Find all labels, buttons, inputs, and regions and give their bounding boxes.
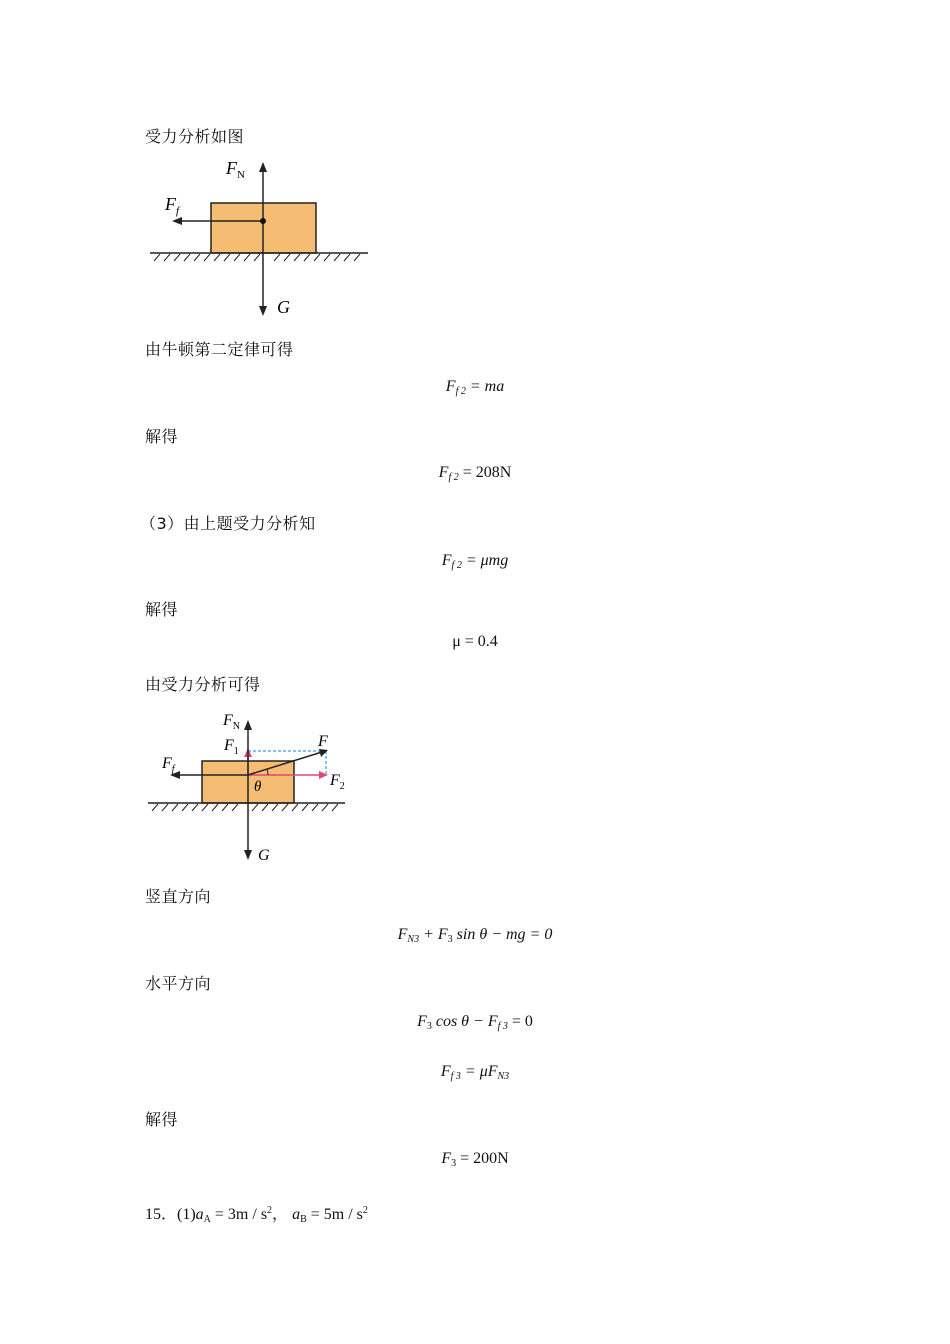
svg-text:F1 bbox=[223, 737, 239, 757]
label-f2-sub: 2 bbox=[339, 781, 345, 792]
label-fn-sub: N bbox=[232, 721, 241, 732]
label-f2: F bbox=[330, 772, 340, 789]
label-ff-sub: f bbox=[176, 205, 180, 217]
center-point bbox=[260, 218, 266, 224]
svg-text:FN bbox=[222, 712, 240, 732]
svg-text:Ff bbox=[161, 755, 176, 775]
ground-hatching bbox=[152, 804, 338, 811]
equation-mu-value: μ = 0.4 bbox=[452, 633, 498, 650]
svg-text:F2 bbox=[329, 772, 345, 792]
answer-15-part1: 15．$(1)a_A = 3m / s^2$， $a_B = 5m / s^2$ bbox=[145, 1205, 368, 1225]
equation-ff2-mumg: $F_{f 2} = \mu mg$ bbox=[441, 552, 509, 571]
ground-hatching bbox=[154, 254, 360, 261]
equation-friction-mu-fn: $F_{f 3} = \mu F_{N3}$ bbox=[440, 1063, 510, 1082]
text-newton-second-law: 由牛顿第二定律可得 bbox=[145, 340, 294, 359]
label-fn: F bbox=[226, 158, 237, 178]
label-f: F bbox=[318, 733, 328, 750]
text-from-force-analysis: 由受力分析可得 bbox=[145, 675, 261, 694]
text-vertical-direction: 竖直方向 bbox=[145, 887, 212, 906]
label-f1-sub: 1 bbox=[233, 746, 239, 757]
equation-vertical-balance: $F_{N3} + F_3$ sin θ − mg = 0 bbox=[397, 926, 553, 945]
equation-horizontal-balance: $F_3$ $\cos \theta - F_{f 3} = 0$ bbox=[417, 1013, 533, 1032]
text-solve-2: 解得 bbox=[145, 600, 179, 619]
label-g: G bbox=[277, 297, 290, 317]
equation-f3-200n: $F_3 = 200N$ bbox=[441, 1150, 509, 1169]
label-fn-sub: N bbox=[237, 169, 245, 181]
equation-ff2-ma: $F_{f 2}$ = ma bbox=[445, 378, 505, 397]
text-solve-3: 解得 bbox=[145, 1110, 179, 1129]
svg-text:FN bbox=[225, 158, 245, 181]
label-ff-sub: f bbox=[171, 764, 175, 775]
text-horizontal-direction: 水平方向 bbox=[145, 974, 212, 993]
svg-text:Ff bbox=[164, 194, 181, 217]
force-diagram-1 bbox=[140, 150, 380, 320]
equation-ff2-208n: $F_{f 2} = 208N$ bbox=[438, 464, 512, 483]
force-diagram-2 bbox=[140, 705, 360, 870]
label-ff: F bbox=[165, 194, 176, 214]
label-ff: F bbox=[162, 755, 172, 772]
text-solve-1: 解得 bbox=[145, 427, 179, 446]
label-f1: F bbox=[224, 737, 234, 754]
label-theta: θ bbox=[254, 779, 262, 795]
label-fn: F bbox=[223, 712, 233, 729]
text-part3-heading: （3）由上题受力分析知 bbox=[140, 514, 316, 533]
text-force-analysis-as-shown: 受力分析如图 bbox=[145, 127, 245, 146]
label-g: G bbox=[258, 847, 270, 864]
